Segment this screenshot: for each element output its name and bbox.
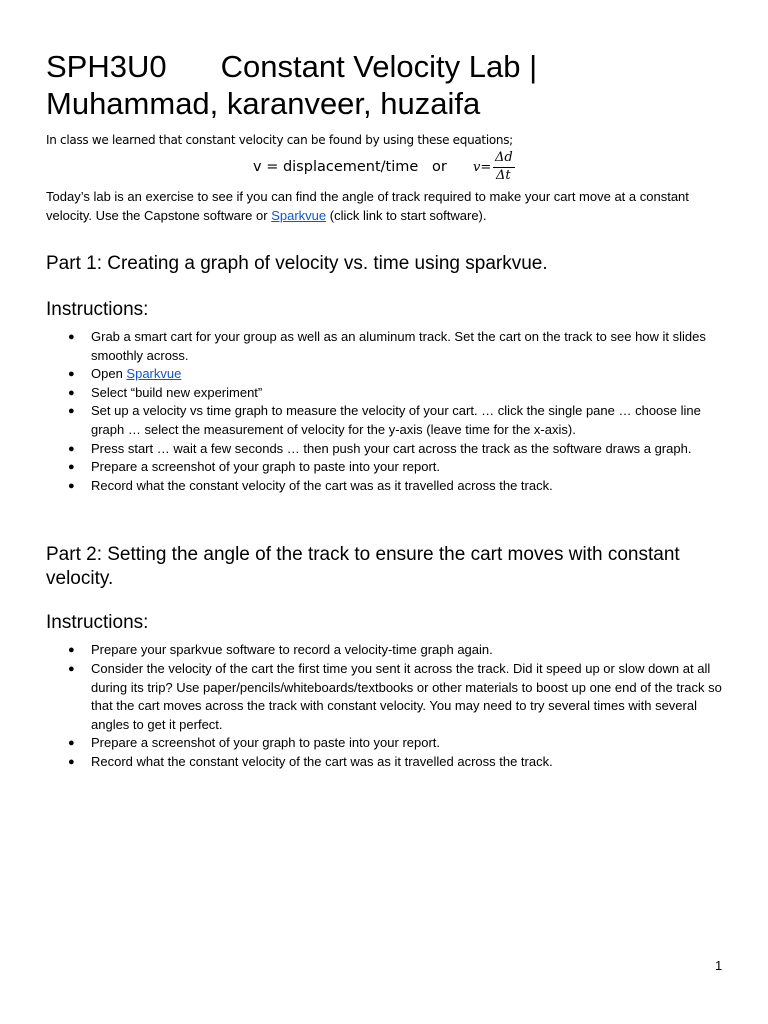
list-item: ● Grab a smart cart for your group as well as an aluminum track. Set the cart on the track to see how it slides smoothly across. [68,329,706,363]
list-item: ● Set up a velocity vs time graph to measure the velocity of your cart. … click the single pane … choose line graph … select the measurement of velocity for the y-axis (leave time for the x-axis). [68,403,701,437]
part1-heading: Part 1: Creating a graph of velocity vs. time using sparkvue. [46,253,548,274]
equation-row [46,150,726,186]
intro-text: In class we learned that constant velocity can be found by using these equations; [46,133,513,147]
sparkvue-link[interactable]: Sparkvue [271,207,327,223]
description-text: Today’s lab is an exercise to see if you can find the angle of track required to make your cart move at a constant velocity. Use the Capstone software or [46,189,689,223]
description-suffix: (click link to start software). [326,207,487,223]
part2-instructions-heading: Instructions: [46,612,149,634]
fraction-denominator: Δt [496,168,511,183]
authors: Muhammad, karanveer, huzaifa [46,86,481,121]
document-page [46,48,726,772]
list-item: ● Open Sparkvue [68,366,182,382]
part2-instructions-list [46,641,726,771]
open-sparkvue-link[interactable]: Sparkvue [126,366,182,382]
list-item: ● Prepare a screenshot of your graph to paste into your report. [68,735,441,751]
course-code: SPH3U0 [46,49,167,84]
list-item: ● Consider the velocity of the cart the first time you sent it across the track. Did it speed up or slow down at all during its trip? Use paper/pencils/whiteboards/textbooks or other materials to boost up one end of the track so that the cart moves across the track with constant velocity. You may need to try several times with several angles to get it perfect. [68,660,722,732]
lab-description [46,188,726,225]
list-item: ● Prepare your sparkvue software to record a velocity-time graph again. [68,642,493,658]
part1-instructions-list [46,328,726,495]
part2-heading: Part 2: Setting the angle of the track to ensure the cart moves with constant velocity. [46,544,680,590]
fraction-numerator: Δd [495,150,513,165]
fraction-lhs: v= [473,160,492,175]
equation-or: or [432,159,447,175]
list-item: ● Record what the constant velocity of the cart was as it travelled across the track. [68,753,553,769]
part1-instructions-heading: Instructions: [46,299,149,320]
page-number: 1 [715,958,723,973]
document-title [46,48,726,122]
lab-name: Constant Velocity Lab | [220,49,538,84]
equation-text: v = displacement/time [253,159,419,175]
list-item: ● Record what the constant velocity of the cart was as it travelled across the track. [68,477,553,493]
list-item: ● Prepare a screenshot of your graph to paste into your report. [68,459,441,475]
list-item: ● Select “build new experiment” [68,384,263,400]
list-item: ● Press start … wait a few seconds … then push your cart across the track as the software draws a graph. [68,440,692,456]
